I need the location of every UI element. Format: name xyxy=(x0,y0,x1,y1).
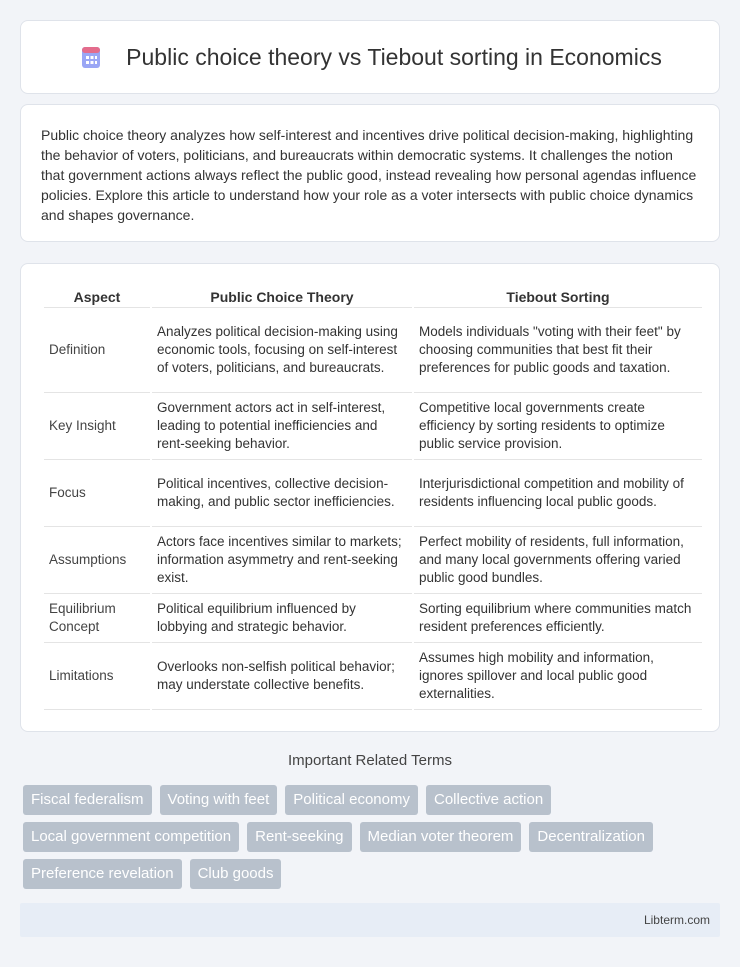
related-terms-title: Important Related Terms xyxy=(288,752,452,769)
tag-club-goods[interactable]: Club goods xyxy=(190,859,282,889)
table-row xyxy=(44,393,702,460)
row-aspect: Key Insight xyxy=(44,393,150,460)
row-aspect: Limitations xyxy=(44,643,150,710)
row-public-choice: Actors face incentives similar to markets; information asymmetry and rent-seeking exist. xyxy=(152,527,412,594)
row-tiebout: Assumes high mobility and information, ignores spillover and local public good externalities. xyxy=(414,643,702,710)
row-tiebout: Competitive local governments create efficiency by sorting residents to optimize public service provision. xyxy=(414,393,702,460)
table-header-row xyxy=(44,284,702,308)
table-row xyxy=(44,308,702,393)
tag-rent-seeking[interactable]: Rent-seeking xyxy=(247,822,351,852)
row-public-choice: Overlooks non-selfish political behavior; may understate collective benefits. xyxy=(152,643,412,710)
row-aspect: Focus xyxy=(44,460,150,527)
row-tiebout: Perfect mobility of residents, full information, and many local governments offering varied public good bundles. xyxy=(414,527,702,594)
tag-preference-revelation[interactable]: Preference revelation xyxy=(23,859,182,889)
row-aspect: Assumptions xyxy=(44,527,150,594)
table-row xyxy=(44,594,702,643)
intro-text: Public choice theory analyzes how self-interest and incentives drive political decision-making, highlighting the behavior of voters, politicians, and bureaucrats within democratic systems. It challenges the notion that government actions always reflect the public good, instead revealing how personal agendas influence policies. Explore this article to understand how your role as a voter intersects with public choice dynamics and shapes governance. xyxy=(41,127,697,223)
header-card xyxy=(20,20,720,94)
row-public-choice: Analyzes political decision-making using economic tools, focusing on self-interest of voters, politicians, and bureaucrats. xyxy=(152,308,412,393)
comparison-card xyxy=(20,263,720,732)
row-tiebout: Models individuals "voting with their feet" by choosing communities that best fit their preferences for public goods and taxation. xyxy=(414,308,702,393)
row-public-choice: Government actors act in self-interest, leading to potential inefficiencies and rent-seeking behavior. xyxy=(152,393,412,460)
tag-decentralization[interactable]: Decentralization xyxy=(529,822,653,852)
row-aspect: Definition xyxy=(44,308,150,393)
row-aspect: Equilibrium Concept xyxy=(44,594,150,643)
row-public-choice: Political incentives, collective decision-making, and public sector inefficiencies. xyxy=(152,460,412,527)
header-tiebout: Tiebout Sorting xyxy=(414,284,702,308)
row-tiebout: Sorting equilibrium where communities match resident preferences efficiently. xyxy=(414,594,702,643)
related-terms-list xyxy=(23,785,723,889)
row-tiebout: Interjurisdictional competition and mobility of residents influencing local public goods. xyxy=(414,460,702,527)
table-row xyxy=(44,460,702,527)
tag-collective-action[interactable]: Collective action xyxy=(426,785,551,815)
tag-voting-with-feet[interactable]: Voting with feet xyxy=(160,785,278,815)
header-aspect: Aspect xyxy=(44,284,150,308)
comparison-table xyxy=(42,284,704,710)
table-row xyxy=(44,643,702,710)
row-public-choice: Political equilibrium influenced by lobbying and strategic behavior. xyxy=(152,594,412,643)
header-public-choice: Public Choice Theory xyxy=(152,284,412,308)
tag-median-voter-theorem[interactable]: Median voter theorem xyxy=(360,822,522,852)
intro-card xyxy=(20,104,720,242)
tag-political-economy[interactable]: Political economy xyxy=(285,785,418,815)
tag-local-government-competition[interactable]: Local government competition xyxy=(23,822,239,852)
tag-fiscal-federalism[interactable]: Fiscal federalism xyxy=(23,785,152,815)
footer xyxy=(20,903,720,937)
footer-brand[interactable]: Libterm.com xyxy=(643,913,710,927)
table-row xyxy=(44,527,702,594)
document-icon xyxy=(78,44,104,70)
page-title: Public choice theory vs Tiebout sorting in Economics xyxy=(126,43,662,70)
